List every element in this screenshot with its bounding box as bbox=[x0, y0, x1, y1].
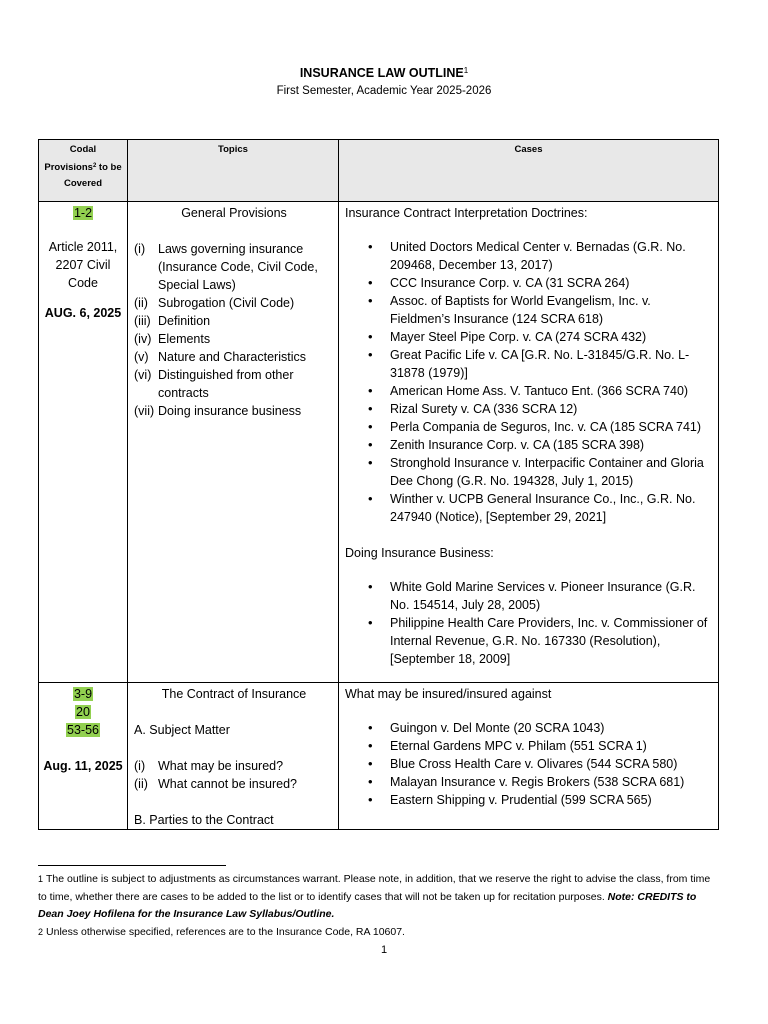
list-item: (vi) Distinguished from other contracts bbox=[134, 368, 294, 400]
footnotes bbox=[38, 871, 718, 941]
table-row bbox=[39, 202, 719, 683]
list-item: • United Doctors Medical Center v. Bernadas (G.R. No. 209468, December 13, 2017) bbox=[390, 238, 712, 274]
list-item: • Malayan Insurance v. Regis Brokers (538 SCRA 681) bbox=[390, 773, 712, 791]
header-topics: Topics bbox=[128, 140, 339, 202]
case-group-heading: What may be insured/insured against bbox=[345, 687, 552, 701]
list-item: • Guingon v. Del Monte (20 SCRA 1043) bbox=[390, 719, 712, 737]
list-item: (iv) Elements bbox=[134, 332, 211, 346]
footnote-divider bbox=[38, 865, 226, 866]
list-item: • American Home Ass. V. Tantuco Ent. (366 SCRA 740) bbox=[390, 382, 712, 400]
header-cases: Cases bbox=[339, 140, 719, 202]
cases-cell bbox=[339, 202, 719, 683]
document-subtitle: First Semester, Academic Year 2025-2026 bbox=[276, 85, 492, 97]
case-list bbox=[345, 238, 712, 526]
topics-cell bbox=[128, 202, 339, 683]
section-heading: B. Parties to the Contract bbox=[134, 813, 274, 827]
list-item: • Perla Compania de Seguros, Inc. v. CA (185 SCRA 741) bbox=[390, 418, 712, 436]
list-item: (vii) Doing insurance business bbox=[134, 404, 302, 418]
case-list bbox=[345, 719, 712, 809]
title-footnote-ref: 1 bbox=[463, 66, 469, 75]
case-list bbox=[345, 578, 712, 668]
document-title: INSURANCE LAW OUTLINE$^1$ bbox=[299, 66, 469, 80]
list-item: (ii) Subrogation (Civil Code) bbox=[134, 296, 295, 310]
table-header-row bbox=[39, 140, 719, 202]
section-heading: A. Subject Matter bbox=[134, 723, 230, 737]
session-date: AUG. 6, 2025 bbox=[44, 306, 122, 320]
list-item: • Blue Cross Health Care v. Olivares (544 SCRA 580) bbox=[390, 755, 712, 773]
topic-list bbox=[134, 240, 334, 420]
codal-cell bbox=[39, 202, 128, 683]
table-row bbox=[39, 683, 719, 830]
topics-cell bbox=[128, 683, 339, 830]
topic-list bbox=[134, 757, 334, 793]
header-codal: Codal Provisions$^2$ to be Covered bbox=[39, 140, 128, 202]
list-item: • CCC Insurance Corp. v. CA (31 SCRA 264) bbox=[390, 274, 712, 292]
list-item: • Assoc. of Baptists for World Evangelism, Inc. v. Fieldmen’s Insurance (124 SCRA 618) bbox=[390, 292, 712, 328]
list-item: • White Gold Marine Services v. Pioneer Insurance (G.R. No. 154514, July 28, 2005) bbox=[390, 578, 712, 614]
list-item: (i) Laws governing insurance (Insurance Code, Civil Code, Special Laws) bbox=[134, 242, 318, 292]
topic-title: General Provisions bbox=[181, 206, 287, 220]
list-item: • Eastern Shipping v. Prudential (599 SCRA 565) bbox=[390, 791, 712, 809]
list-item: • Winther v. UCPB General Insurance Co., Inc., G.R. No. 247940 (Notice), [September 29, 2021] bbox=[390, 490, 712, 526]
page-number: 1 bbox=[380, 944, 388, 956]
list-item: (i) What may be insured? bbox=[134, 759, 284, 773]
codal-article: Article 2011, 2207 Civil Code bbox=[48, 240, 118, 290]
list-item: • Mayer Steel Pipe Corp. v. CA (274 SCRA 432) bbox=[390, 328, 712, 346]
case-group-heading: Doing Insurance Business: bbox=[345, 546, 494, 560]
list-item: (iii) Definition bbox=[134, 314, 211, 328]
case-group-heading: Insurance Contract Interpretation Doctrines: bbox=[345, 206, 588, 220]
codal-code: 20 bbox=[76, 705, 90, 719]
footnote: 2 Unless otherwise specified, references are to the Insurance Code, RA 10607. bbox=[38, 925, 405, 938]
list-item: • Rizal Surety v. CA (336 SCRA 12) bbox=[390, 400, 712, 418]
list-item: • Stronghold Insurance v. Interpacific Container and Gloria Dee Chong (G.R. No. 194328, July 1, 2015) bbox=[390, 454, 712, 490]
list-item: • Zenith Insurance Corp. v. CA (185 SCRA 398) bbox=[390, 436, 712, 454]
outline-table bbox=[38, 139, 719, 830]
codal-code: 1-2 bbox=[73, 206, 93, 220]
topic-title: The Contract of Insurance bbox=[161, 687, 307, 701]
list-item: (ii) What cannot be insured? bbox=[134, 777, 297, 791]
list-item: • Eternal Gardens MPC v. Philam (551 SCRA 1) bbox=[390, 737, 712, 755]
list-item: • Great Pacific Life v. CA [G.R. No. L-31845/G.R. No. L-31878 (1979)] bbox=[390, 346, 712, 382]
codal-cell bbox=[39, 683, 128, 830]
list-item: • Philippine Health Care Providers, Inc. v. Commissioner of Internal Revenue, G.R. No. 167330 (Resolution), [September 18, 2009] bbox=[390, 614, 712, 668]
codal-code: 3-9 bbox=[73, 687, 93, 701]
credits-note: Note: CREDITS to Dean Joey Hofilena for the Insurance Law Syllabus/Outline. bbox=[38, 890, 697, 920]
cases-cell bbox=[339, 683, 719, 830]
footnote: 1 The outline is subject to adjustments as circumstances warrant. Please note, in addition, that we reserve the right to advise the class, from time to time, whether there are cases to be added to the list or to identify cases that will not be taken up for recitation purposes. Note: CREDITS to Dean Joey Hofilena for the Insurance Law Syllabus/Outline. bbox=[38, 873, 711, 920]
codal-code: 53-56 bbox=[67, 723, 99, 737]
session-date: Aug. 11, 2025 bbox=[43, 759, 123, 773]
list-item: (v) Nature and Characteristics bbox=[134, 350, 306, 364]
